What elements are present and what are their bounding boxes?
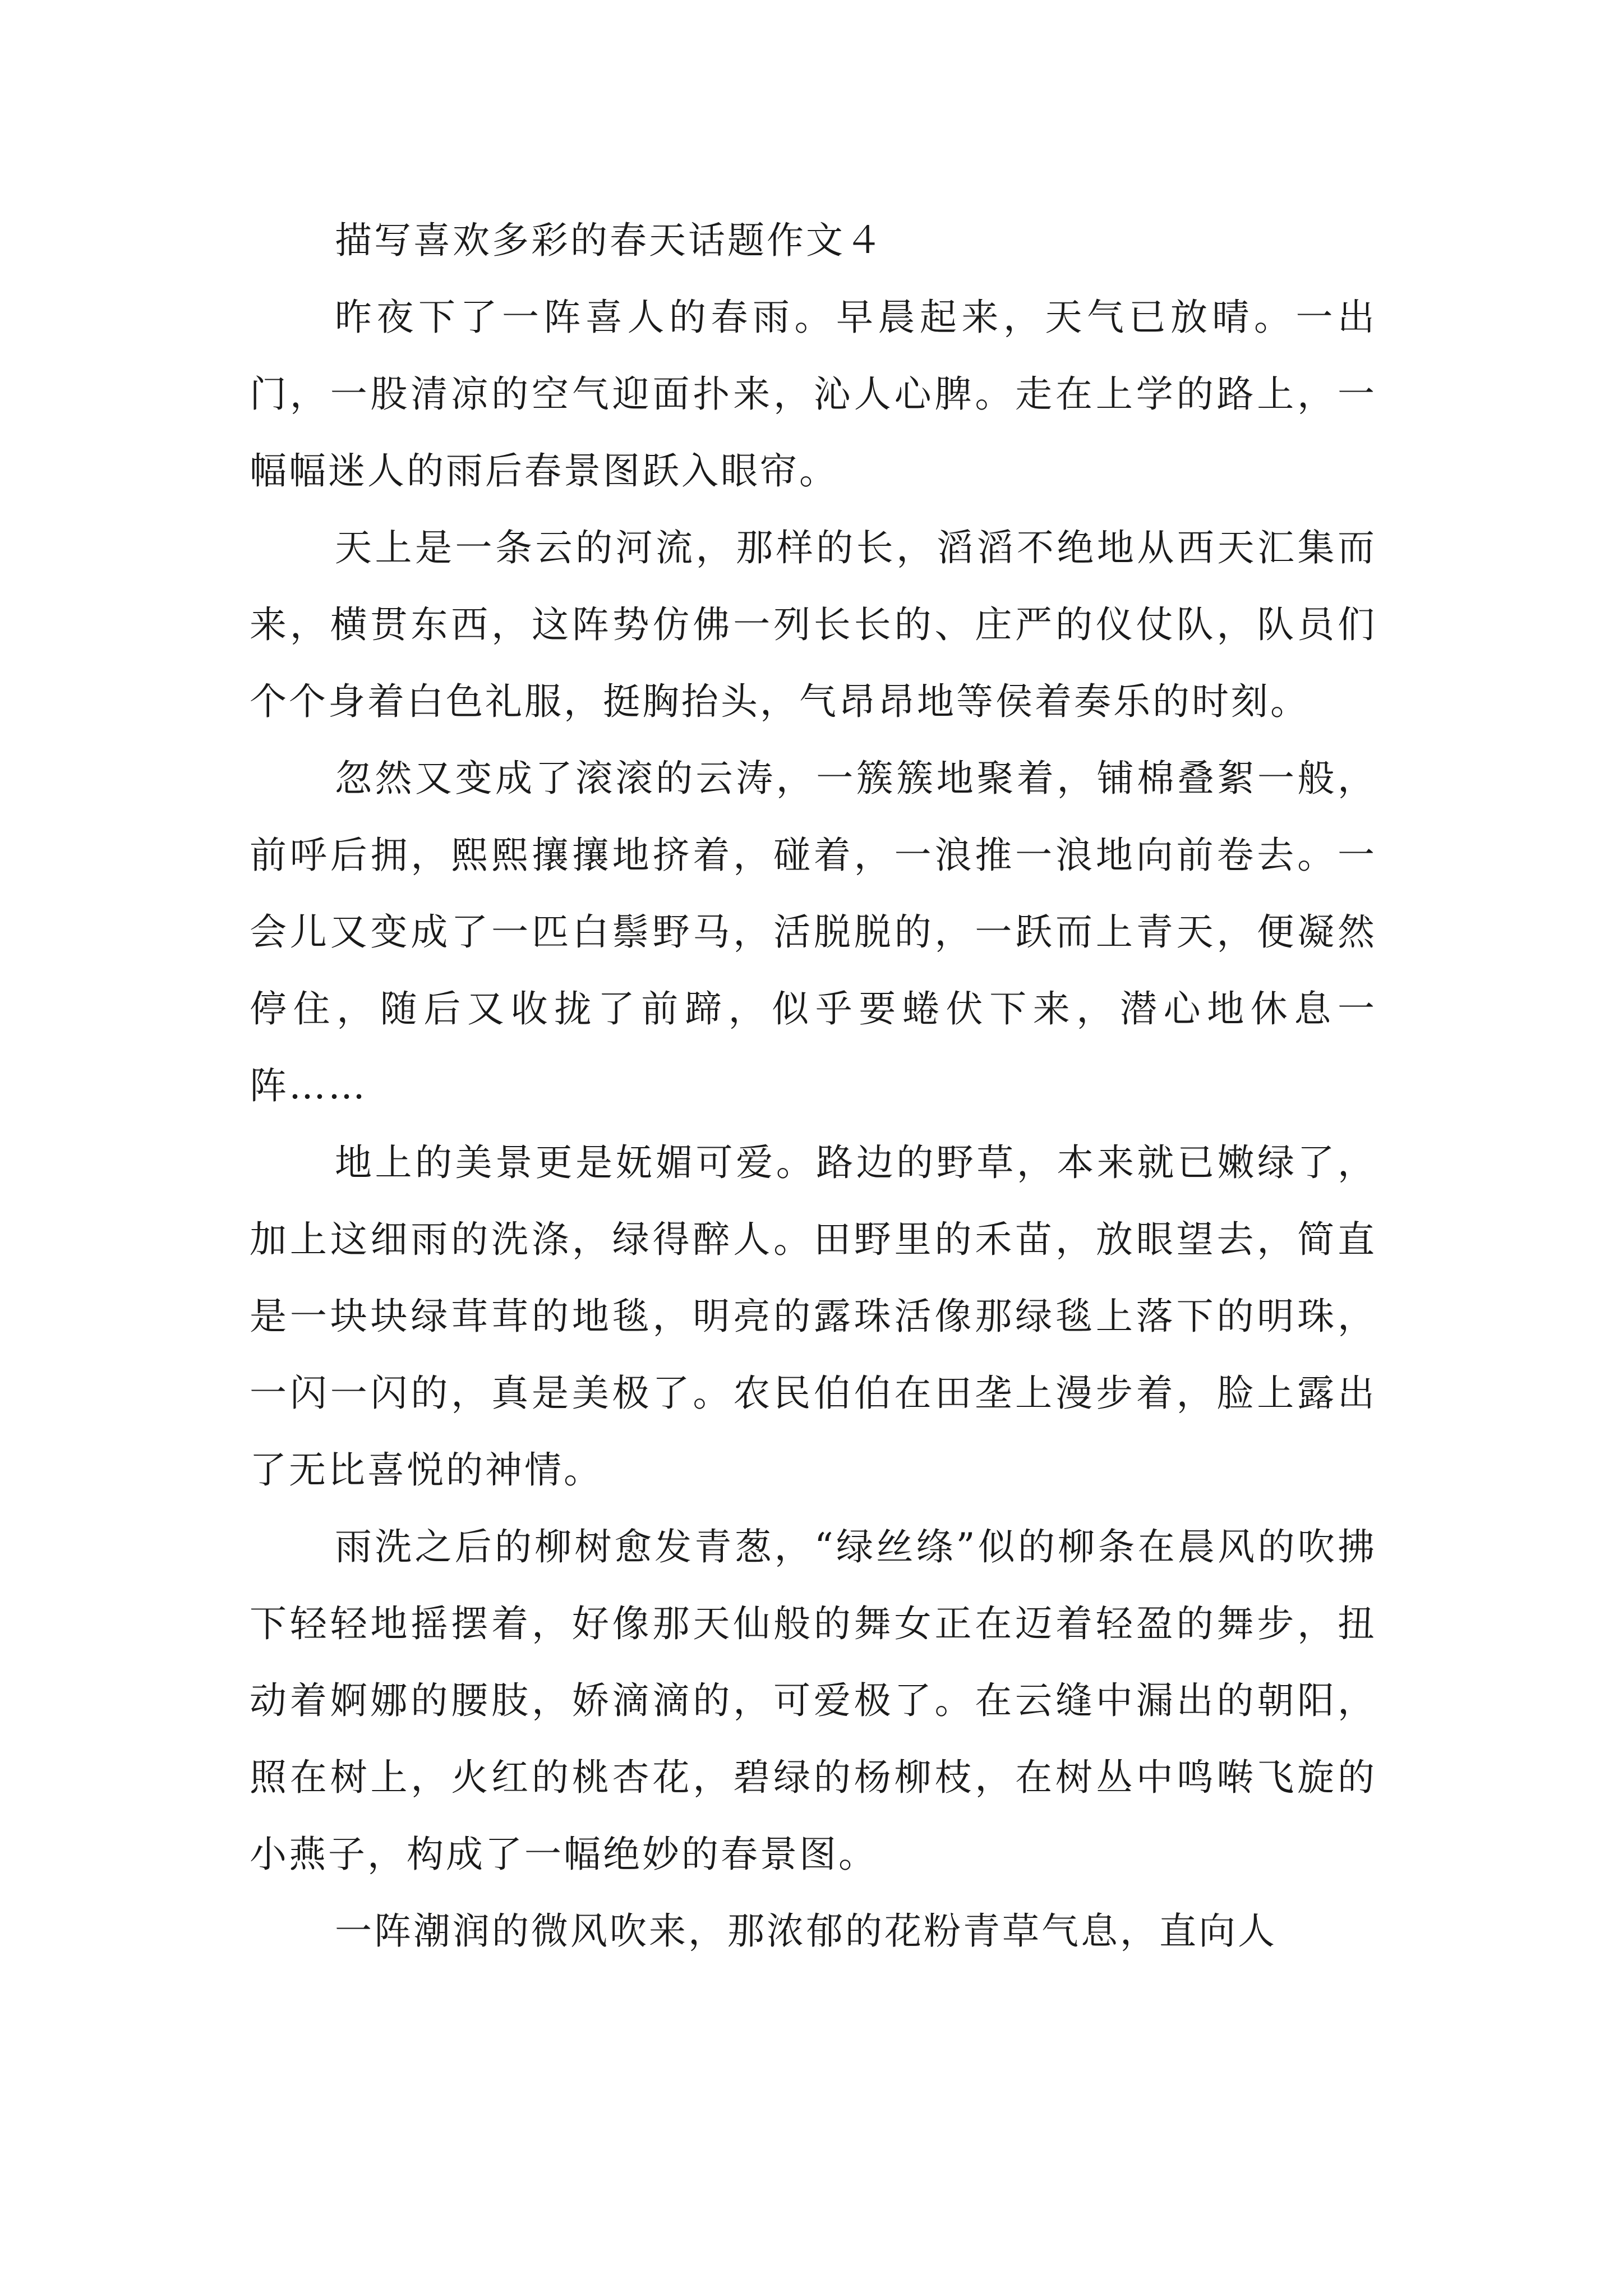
paragraph-4: 地上的美景更是妩媚可爱。路边的野草，本来就已嫩绿了，加上这细雨的洗涤，绿得醉人。田野里的禾苗，放眼望去，简直是一块块绿茸茸的地毯，明亮的露珠活像那绿毯上落下的明珠，一闪一闪的，真是美极了。农民伯伯在田垄上漫步着，脸上露出了无比喜悦的神情。 — [250, 1141, 1377, 1492]
paragraph-5: 雨洗之后的柳树愈发青葱，“绿丝绦”似的柳条在晨风的吹拂下轻轻地摇摆着，好像那天仙般的舞女正在迈着轻盈的舞步，扭动着婀娜的腰肢，娇滴滴的，可爱极了。在云缝中漏出的朝阳，照在树上，火红的桃杏花，碧绿的杨柳枝，在树丛中鸣啭飞旋的小燕子，构成了一幅绝妙的春景图。 — [250, 1525, 1377, 1876]
essay-body — [250, 202, 1377, 1970]
paragraph-1: 昨夜下了一阵喜人的春雨。早晨起来，天气已放晴。一出门，一股清凉的空气迎面扑来，沁人心脾。走在上学的路上，一幅幅迷人的雨后春景图跃入眼帘。 — [250, 296, 1377, 493]
paragraph-3: 忽然又变成了滚滚的云涛，一簇簇地聚着，铺棉叠絮一般，前呼后拥，熙熙攘攘地挤着，碰着，一浪推一浪地向前卷去。一会儿又变成了一匹白鬃野马，活脱脱的，一跃而上青天，便凝然停住，随后又收拢了前蹄，似乎要蜷伏下来，潜心地休息一阵…… — [250, 757, 1377, 1107]
paragraph-2: 天上是一条云的河流，那样的长，滔滔不绝地从西天汇集而来，横贯东西，这阵势仿佛一列长长的、庄严的仪仗队，队员们个个身着白色礼服，挺胸抬头，气昂昂地等侯着奏乐的时刻。 — [250, 526, 1377, 723]
essay-title: 描写喜欢多彩的春天话题作文４ — [335, 219, 884, 262]
paragraph-6: 一阵潮润的微风吹来，那浓郁的花粉青草气息，直向人 — [335, 1910, 1277, 1953]
